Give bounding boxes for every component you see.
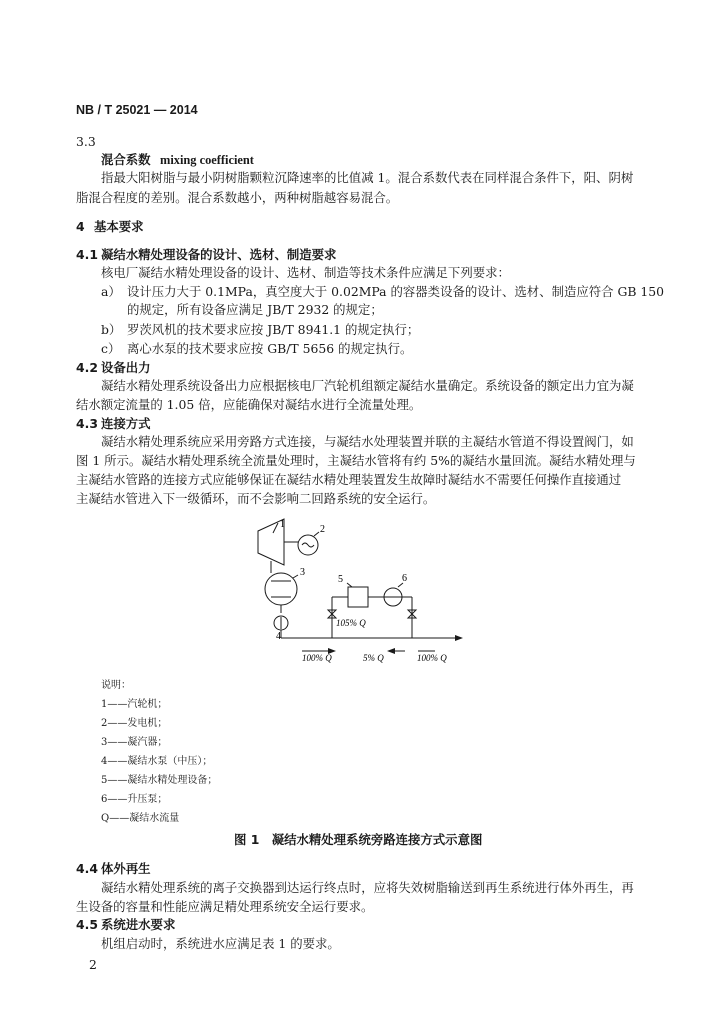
paragraph-line: 凝结水精处理系统应采用旁路方式连接，与凝结水处理装置并联的主凝结水管道不得设置阀门，如 xyxy=(101,434,634,449)
list-item-text: 离心水泵的技术要求应按 GB/T 5656 的规定执行。 xyxy=(127,341,413,356)
figure-caption: 图 1 凝结水精处理系统旁路连接方式示意图 xyxy=(234,832,483,847)
section-title: 设备出力 xyxy=(101,360,151,375)
label-3: 3 xyxy=(300,567,305,578)
legend-item: 4——凝结水泵（中压）； xyxy=(101,756,213,767)
definition-line: 指最大阳树脂与最小阴树脂颗粒沉降速率的比值减 1。混合系数代表在同样混合条件下，阳、阴树 xyxy=(101,170,634,185)
label-2: 2 xyxy=(320,524,325,535)
section-number: 4.1 xyxy=(76,247,98,262)
legend-item: 3——凝汽器； xyxy=(101,737,168,748)
section-title: 连接方式 xyxy=(101,416,151,431)
list-item-text: 设计压力大于 0.1MPa，真空度大于 0.02MPa 的容器类设备的设计、选材、制造应符合 GB 150 xyxy=(127,284,665,299)
term-english: mixing coefficient xyxy=(160,153,254,167)
paragraph-line: 主凝结水管路的连接方式应能够保证在凝结水精处理装置发生故障时凝结水不需要任何操作直接通过 xyxy=(76,472,622,487)
list-marker: b） xyxy=(101,322,122,337)
paragraph-line: 结水额定流量的 1.05 倍，应能确保对凝结水进行全流量处理。 xyxy=(76,397,422,412)
legend-item: 1——汽轮机； xyxy=(101,699,168,710)
polishing-equipment-symbol xyxy=(348,587,368,607)
section-number: 4.5 xyxy=(76,917,98,932)
term-chinese: 混合系数 xyxy=(101,152,151,167)
paragraph-line: 凝结水精处理系统设备出力应根据核电厂汽轮机组额定凝结水量确定。系统设备的额定出力宜为凝 xyxy=(101,378,634,393)
legend-item: 6——升压泵； xyxy=(101,794,168,805)
section-title: 基本要求 xyxy=(94,219,144,234)
label-4: 4 xyxy=(276,631,281,642)
page-number: 2 xyxy=(89,957,97,972)
section-title: 凝结水精处理设备的设计、选材、制造要求 xyxy=(101,247,337,262)
paragraph-line: 生设备的容量和性能应满足精处理系统安全运行要求。 xyxy=(76,899,374,914)
label-5: 5 xyxy=(338,574,343,585)
legend-item: 5——凝结水精处理设备； xyxy=(101,775,218,786)
list-marker: a） xyxy=(101,284,121,299)
label-1: 1 xyxy=(280,519,285,530)
section-number: 4.4 xyxy=(76,861,98,876)
standard-code-header: NB / T 25021 — 2014 xyxy=(76,103,198,117)
legend-item: 2——发电机； xyxy=(101,718,168,729)
condenser-symbol xyxy=(265,573,297,605)
section-number: 3.3 xyxy=(76,134,96,149)
paragraph-line: 机组启动时，系统进水应满足表 1 的要求。 xyxy=(101,936,340,951)
section-title: 体外再生 xyxy=(101,861,151,876)
section-number: 4.2 xyxy=(76,360,98,375)
paragraph-line: 主凝结水管进入下一级循环，而不会影响二回路系统的安全运行。 xyxy=(76,491,436,506)
flow-label: 100% Q xyxy=(417,653,447,663)
section-number: 4.3 xyxy=(76,416,98,431)
definition-line: 脂混合程度的差别。混合系数越小，两种树脂越容易混合。 xyxy=(76,190,399,205)
paragraph-line: 凝结水精处理系统的离子交换器到达运行终点时，应将失效树脂输送到再生系统进行体外再生，再 xyxy=(101,880,634,895)
paragraph-line: 图 1 所示。凝结水精处理系统全流量处理时，主凝结水管将有约 5%的凝结水量回流。凝结水精处理与 xyxy=(76,453,636,468)
flow-label: 100% Q xyxy=(302,653,332,663)
list-marker: c） xyxy=(101,341,121,356)
legend-item: Q——凝结水流量 xyxy=(101,813,180,824)
flow-label: 105% Q xyxy=(336,618,366,628)
label-6: 6 xyxy=(402,573,407,584)
paragraph-line: 核电厂凝结水精处理设备的设计、选材、制造等技术条件应满足下列要求： xyxy=(101,265,510,280)
flow-arrow-icon xyxy=(455,635,463,641)
section-title: 系统进水要求 xyxy=(101,917,176,932)
section-number: 4 xyxy=(76,219,85,234)
legend-title: 说明： xyxy=(101,680,131,691)
list-item-text: 的规定，所有设备应满足 JB/T 2932 的规定； xyxy=(127,302,383,317)
flow-label: 5% Q xyxy=(363,653,384,663)
flow-arrow-icon xyxy=(387,648,395,654)
bypass-connection-diagram xyxy=(240,515,470,665)
list-item-text: 罗茨风机的技术要求应按 JB/T 8941.1 的规定执行； xyxy=(127,322,420,337)
